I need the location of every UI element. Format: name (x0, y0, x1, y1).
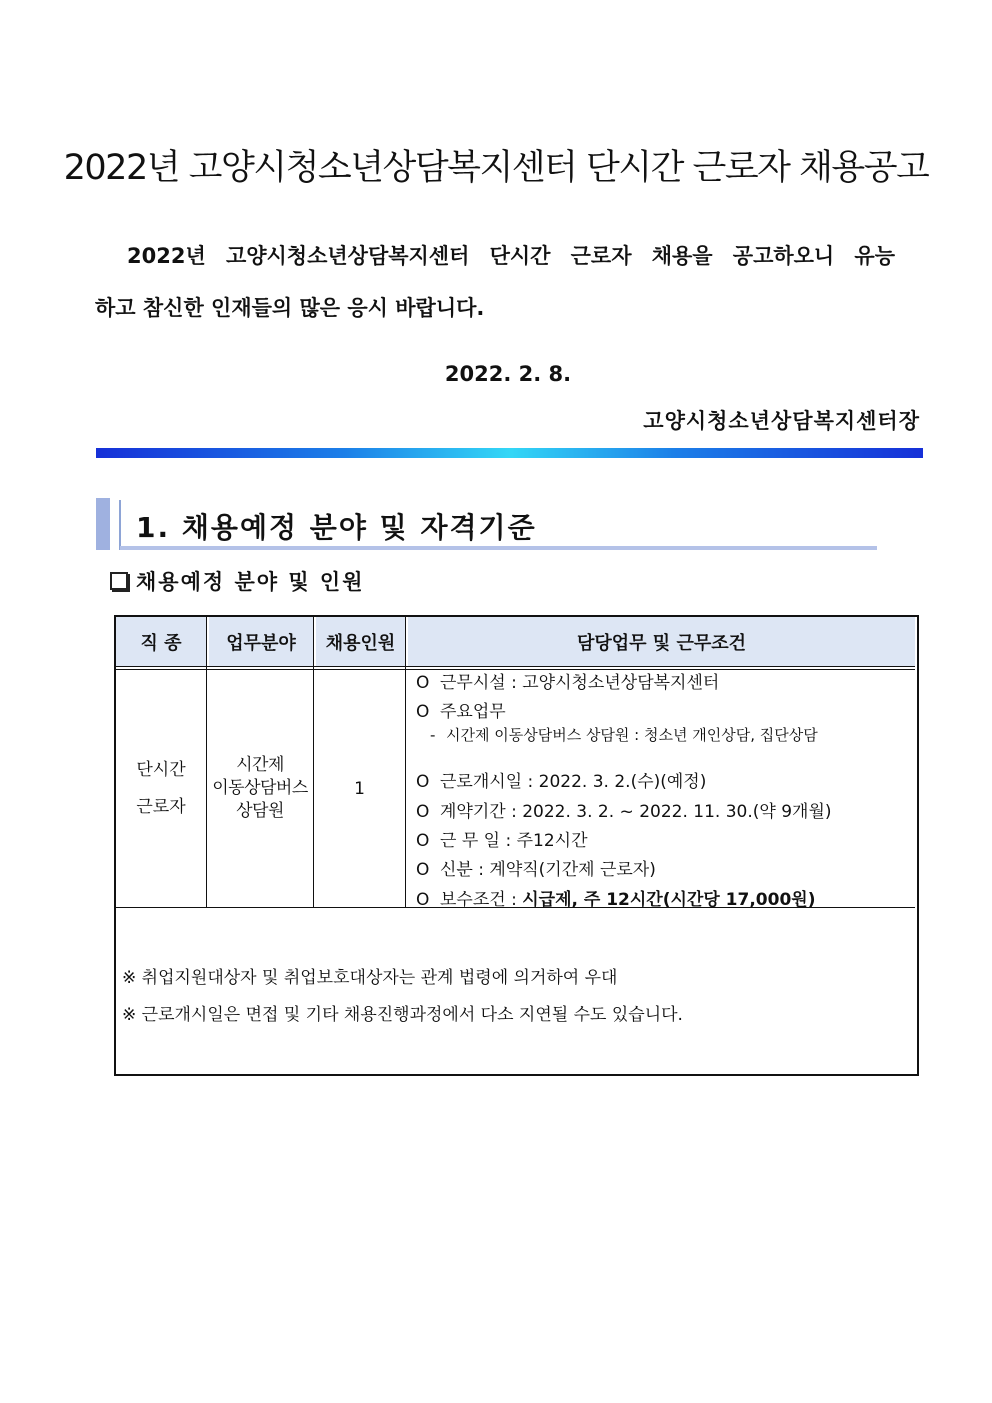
section-underline (120, 546, 877, 550)
field-line-1: 시간제 (236, 755, 284, 775)
recruitment-table (114, 615, 919, 1076)
field-line-2: 이동상담버스 (212, 778, 308, 798)
field-line-3: 상담원 (236, 801, 284, 821)
header-count: 채용인원 (316, 617, 405, 666)
subsection-title: 채용예정 분야 및 인원 (136, 570, 365, 594)
section-title: 1. 채용예정 분야 및 자격기준 (136, 511, 537, 544)
intro-line-2: 하고 참신한 인재들의 많은 응시 바랍니다. (95, 296, 485, 320)
announcement-date: 2022. 2. 8. (444, 362, 572, 386)
checkbox-bullet-icon (110, 572, 128, 590)
job-type-line-1: 단시간 (136, 759, 186, 780)
section-accent-line (119, 500, 121, 550)
duty-item: O 주요업무 (416, 702, 506, 722)
intro-line-1: 2022년 고양시청소년상담복지센터 단시간 근로자 채용을 공고하오니 유능 (127, 244, 895, 268)
duty-item: O 근 무 일 : 주12시간 (416, 831, 588, 851)
notes-cell (122, 960, 683, 1034)
job-type-line-2: 근로자 (136, 796, 186, 817)
section-accent-bar (96, 498, 110, 550)
header-divider-1 (116, 666, 915, 667)
duty-item: O 근무시설 : 고양시청소년상담복지센터 (416, 673, 720, 693)
gradient-divider (96, 448, 923, 458)
duty-item: O 계약기간 : 2022. 3. 2. ~ 2022. 11. 30.(약 9개월) (416, 802, 832, 822)
duty-subitem: - 시간제 이동상담버스 상담원 : 청소년 개인상담, 집단상담 (430, 726, 818, 744)
intro-paragraph (95, 230, 895, 334)
note-item: ※ 근로개시일은 면접 및 기타 채용진행과정에서 다소 지연될 수도 있습니다. (122, 1005, 683, 1025)
job-type-cell (116, 670, 206, 907)
organization-signature: 고양시청소년상담복지센터장 (643, 409, 920, 433)
header-duties: 담당업무 및 근무조건 (408, 617, 915, 666)
note-item: ※ 취업지원대상자 및 취업보호대상자는 관계 법령에 의거하여 우대 (122, 968, 618, 988)
duty-item: O 보수조건 : 시급제, 주 12시간(시간당 17,000원) (416, 890, 816, 910)
duty-item: O 근로개시일 : 2022. 3. 2.(수)(예정) (416, 772, 707, 792)
count-cell: 1 (354, 778, 365, 799)
duty-item: O 신분 : 계약직(기간제 근로자) (416, 860, 656, 880)
field-cell (207, 670, 313, 907)
document-title: 2022년 고양시청소년상담복지센터 단시간 근로자 채용공고 (63, 148, 929, 188)
header-field: 업무분야 (209, 617, 313, 666)
header-job-type: 직 종 (116, 617, 206, 666)
column-divider-3 (405, 617, 406, 907)
subsection-heading (110, 566, 365, 596)
